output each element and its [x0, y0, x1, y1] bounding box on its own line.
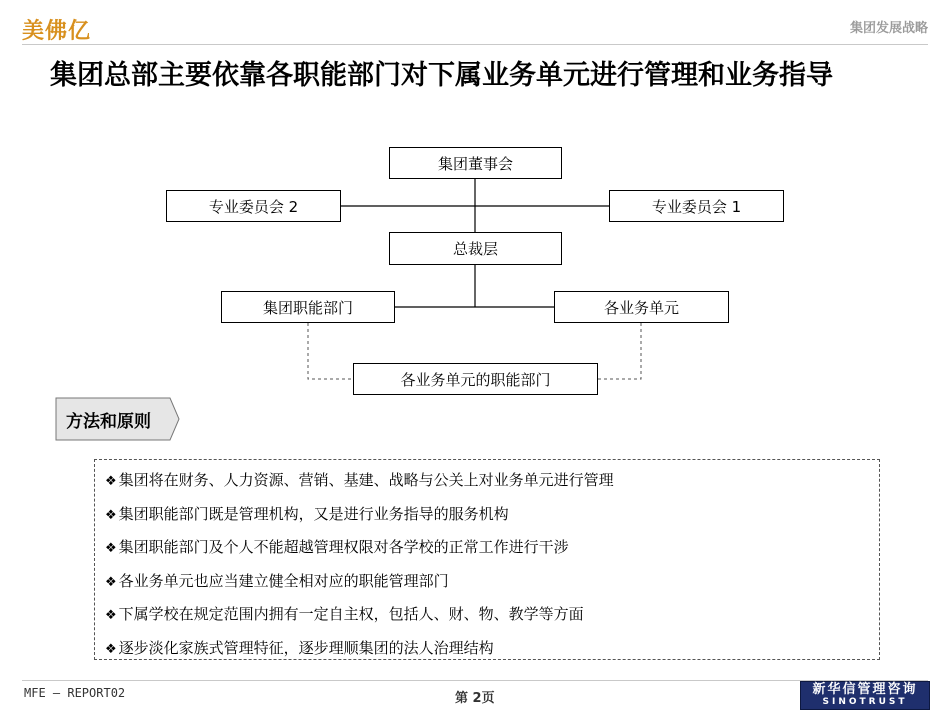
list-item-text: 集团职能部门既是管理机构，又是进行业务指导的服务机构	[118, 504, 509, 523]
board-label: 集团董事会	[437, 154, 513, 173]
section-label: 集团发展战略	[849, 21, 928, 36]
dashed-link-left	[308, 323, 353, 379]
list-item-text: 集团将在财务、人力资源、营销、基建、战略与公关上对业务单元进行管理	[118, 471, 614, 489]
brand-en: SINOTRUST	[822, 697, 908, 707]
slide-title: 集团总部主要依靠各职能部门对下属业务单元进行管理和业务指导	[50, 60, 833, 91]
brand-cn: 新华信管理咨询	[812, 682, 918, 697]
unit-functional-depts-box	[353, 363, 598, 395]
list-item	[105, 531, 879, 565]
board-box	[389, 147, 562, 179]
list-item-text: 下属学校在规定范围内拥有一定自主权，包括人、财、物、教学等方面	[118, 605, 584, 623]
president-box	[389, 232, 562, 265]
diamond-bullet-icon: ❖	[105, 474, 117, 489]
diamond-bullet-icon: ❖	[105, 507, 117, 523]
report-id: MFE — REPORT02	[24, 686, 126, 700]
list-item-text: 各业务单元也应当建立健全相对应的职能管理部门	[118, 571, 449, 590]
sinotrust-logo	[800, 681, 930, 710]
committee-1-box	[609, 190, 784, 222]
business-units-box	[554, 291, 729, 323]
diamond-bullet-icon: ❖	[105, 541, 117, 556]
company-logo: 美佛亿	[22, 19, 92, 44]
functional-depts-label: 集团职能部门	[262, 298, 353, 317]
list-item	[105, 632, 879, 666]
committee-1-label: 专业委员会 1	[651, 197, 742, 216]
functional-depts-box	[221, 291, 395, 323]
diamond-bullet-icon: ❖	[105, 574, 117, 590]
list-item	[105, 598, 879, 632]
footer-divider	[22, 680, 928, 681]
committee-2-label: 专业委员会 2	[208, 197, 299, 216]
committee-2-box	[166, 190, 341, 222]
list-item	[105, 565, 879, 599]
president-label: 总裁层	[452, 240, 498, 258]
business-units-label: 各业务单元	[603, 298, 679, 317]
list-item	[105, 464, 879, 498]
list-item-text: 集团职能部门及个人不能超越管理权限对各学校的正常工作进行干涉	[118, 538, 569, 556]
principles-box	[94, 459, 880, 660]
principles-list	[105, 464, 879, 665]
diamond-bullet-icon: ❖	[105, 641, 117, 657]
list-item	[105, 498, 879, 532]
list-item-text: 逐步淡化家族式管理特征，逐步理顺集团的法人治理结构	[118, 638, 494, 657]
page-number: 第 2页	[455, 691, 495, 706]
methods-tag-label: 方法和原则	[66, 412, 151, 432]
diamond-bullet-icon: ❖	[105, 608, 117, 623]
unit-functional-depts-label: 各业务单元的职能部门	[400, 370, 551, 389]
dashed-link-right	[598, 323, 641, 379]
